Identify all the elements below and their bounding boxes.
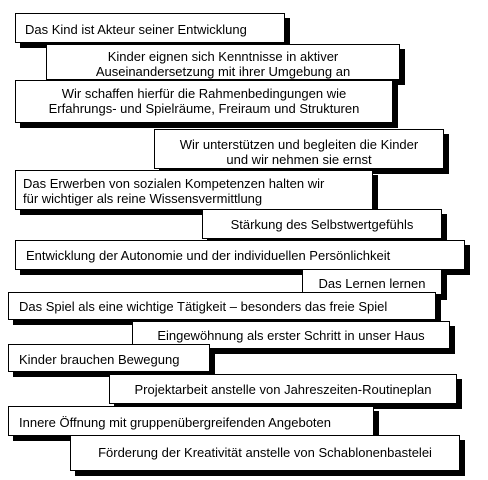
statement-box-7	[15, 240, 465, 270]
statement-line: Projektarbeit anstelle von Jahreszeiten-Routineplan	[134, 382, 432, 397]
statement-box-14	[70, 435, 460, 471]
statement-box-11	[8, 344, 210, 372]
statement-line: Kinder eignen sich Kenntnisse in aktiver	[107, 49, 339, 64]
statement-line: Das Spiel als eine wichtige Tätigkeit – besonders das freie Spiel	[19, 299, 388, 314]
statement-line: für wichtiger als reine Wissensvermittlung	[23, 191, 263, 206]
statement-line: Entwicklung der Autonomie und der individuellen Persönlichkeit	[26, 248, 391, 263]
statement-line: Förderung der Kreativität anstelle von Schablonenbastelei	[98, 445, 432, 460]
statement-box-2	[46, 44, 400, 80]
statement-line: Erfahrungs- und Spielräume, Freiraum und Strukturen	[48, 101, 360, 116]
statement-line: Kinder brauchen Bewegung	[19, 352, 180, 367]
statement-line: Das Lernen lernen	[318, 276, 426, 291]
statement-box-3	[15, 80, 393, 123]
statement-box-13	[8, 406, 374, 436]
statement-line: Das Erwerben von sozialen Kompetenzen halten wir	[23, 176, 325, 191]
statement-line: Wir schaffen hierfür die Rahmenbedingungen wie	[61, 86, 347, 101]
statement-line: Eingewöhnung als erster Schritt in unser Haus	[157, 328, 425, 343]
statement-box-5	[15, 170, 373, 210]
statement-line: Auseinandersetzung mit ihrer Umgebung an	[95, 64, 351, 79]
statement-box-1	[15, 13, 285, 43]
statement-box-12	[109, 374, 457, 404]
statement-box-9	[8, 292, 436, 320]
statement-line: Das Kind ist Akteur seiner Entwicklung	[25, 22, 247, 37]
statement-box-6	[202, 209, 442, 239]
statement-box-4	[154, 129, 444, 169]
statement-line: und wir nehmen sie ernst	[226, 152, 372, 167]
statement-line: Stärkung des Selbstwertgefühls	[230, 217, 414, 232]
statement-line: Wir unterstützen und begleiten die Kinder	[179, 137, 419, 152]
statement-line: Innere Öffnung mit gruppenübergreifenden Angeboten	[19, 415, 331, 430]
